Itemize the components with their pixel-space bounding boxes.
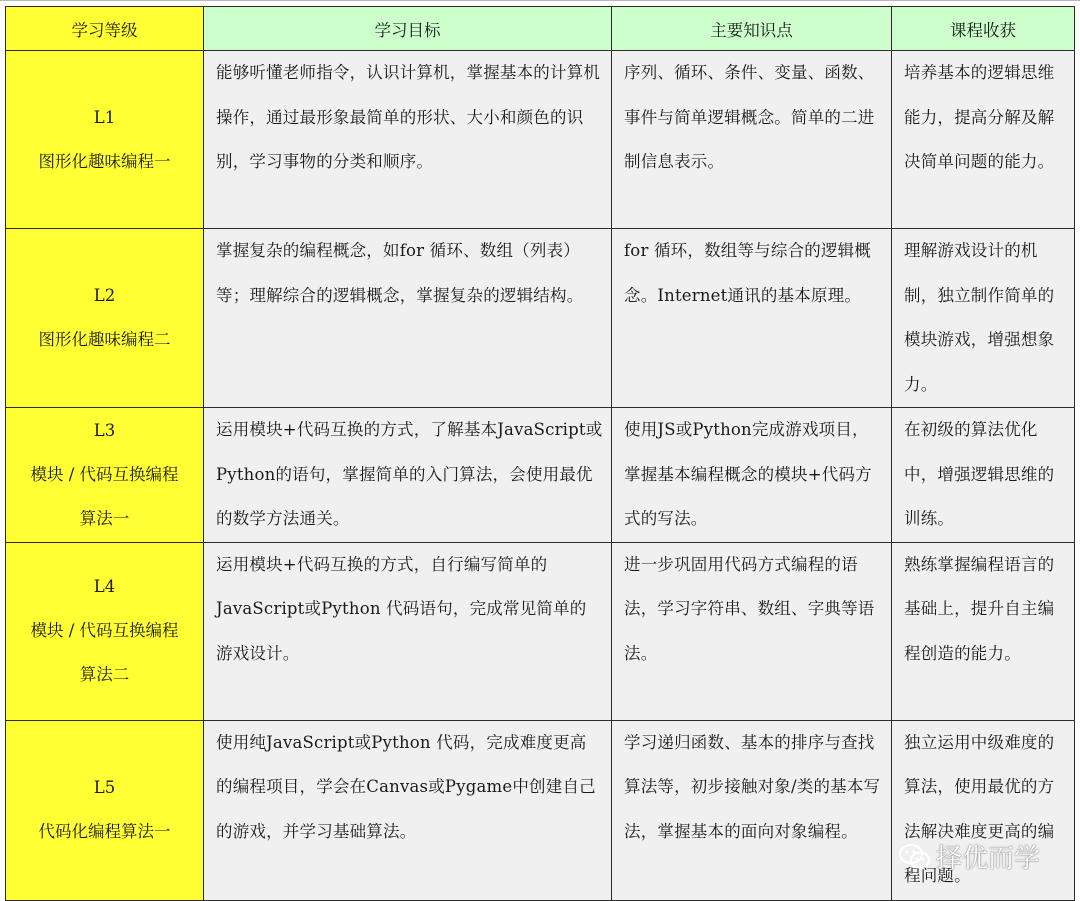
table-row [6, 229, 1075, 408]
course-level-table [5, 6, 1075, 901]
level-title: 图形化趣味编程二 [38, 330, 171, 349]
page-top-rule [0, 0, 1080, 4]
gain-cell: 熟练掌握编程语言的基础上，提升自主编程创造的能力。 [892, 542, 1075, 720]
header-knowledge: 主要知识点 [612, 7, 892, 51]
level-code: L2 [93, 286, 116, 305]
level-title: 代码化编程算法一 [38, 822, 171, 841]
header-goal: 学习目标 [204, 7, 612, 51]
level-code: L5 [93, 778, 116, 797]
knowledge-cell: 序列、循环、条件、变量、函数、事件与简单逻辑概念。简单的二进制信息表示。 [612, 51, 892, 229]
knowledge-cell: 学习递归函数、基本的排序与查找算法等，初步接触对象/类的基本写法，掌握基本的面向对象编程。 [612, 720, 892, 900]
table-row [6, 542, 1075, 720]
level-title: 模块 / 代码互换编程 [30, 621, 179, 640]
goal-cell: 能够听懂老师指令，认识计算机，掌握基本的计算机操作，通过最形象最简单的形状、大小和颜色的识别，学习事物的分类和顺序。 [204, 51, 612, 229]
goal-cell: 掌握复杂的编程概念，如for 循环、数组（列表）等；理解综合的逻辑概念，掌握复杂的逻辑结构。 [204, 229, 612, 408]
level-cell [6, 408, 204, 543]
gain-cell: 独立运用中级难度的算法，使用最优的方法解决难度更高的编程问题。 [892, 720, 1075, 900]
level-title-line2: 算法二 [79, 665, 130, 684]
knowledge-cell: 进一步巩固用代码方式编程的语法，学习字符串、数组、字典等语法。 [612, 542, 892, 720]
header-level: 学习等级 [6, 7, 204, 51]
header-row [6, 7, 1075, 51]
table-row [6, 51, 1075, 229]
level-title-line2: 算法一 [79, 508, 130, 528]
gain-cell: 在初级的算法优化中，增强逻辑思维的训练。 [892, 408, 1075, 543]
watermark-text: 择优而学 [936, 844, 1041, 874]
table-row [6, 720, 1075, 900]
level-code: L1 [93, 107, 116, 127]
level-title: 模块 / 代码互换编程 [30, 464, 179, 484]
level-code: L4 [93, 577, 116, 596]
level-title: 图形化趣味编程一 [38, 151, 171, 171]
gain-cell: 培养基本的逻辑思维能力，提高分解及解决简单问题的能力。 [892, 51, 1075, 229]
knowledge-cell: for 循环，数组等与综合的逻辑概念。Internet通讯的基本原理。 [612, 229, 892, 408]
level-cell [6, 229, 204, 408]
knowledge-cell: 使用JS或Python完成游戏项目，掌握基本编程概念的模块+代码方式的写法。 [612, 408, 892, 543]
level-cell [6, 51, 204, 229]
level-cell [6, 542, 204, 720]
header-gain: 课程收获 [892, 7, 1075, 51]
goal-cell: 运用模块+代码互换的方式，自行编写简单的JavaScript或Python 代码语句，完成常见简单的游戏设计。 [204, 542, 612, 720]
gain-cell: 理解游戏设计的机制，独立制作简单的模块游戏，增强想象力。 [892, 229, 1075, 408]
goal-cell: 使用纯JavaScript或Python 代码，完成难度更高的编程项目，学会在Canvas或Pygame中创建自己的游戏，并学习基础算法。 [204, 720, 612, 900]
table-row [6, 408, 1075, 543]
level-code: L3 [93, 420, 116, 440]
goal-cell: 运用模块+代码互换的方式，了解基本JavaScript或Python的语句，掌握简单的入门算法，会使用最优的数学方法通关。 [204, 408, 612, 543]
level-cell [6, 720, 204, 900]
